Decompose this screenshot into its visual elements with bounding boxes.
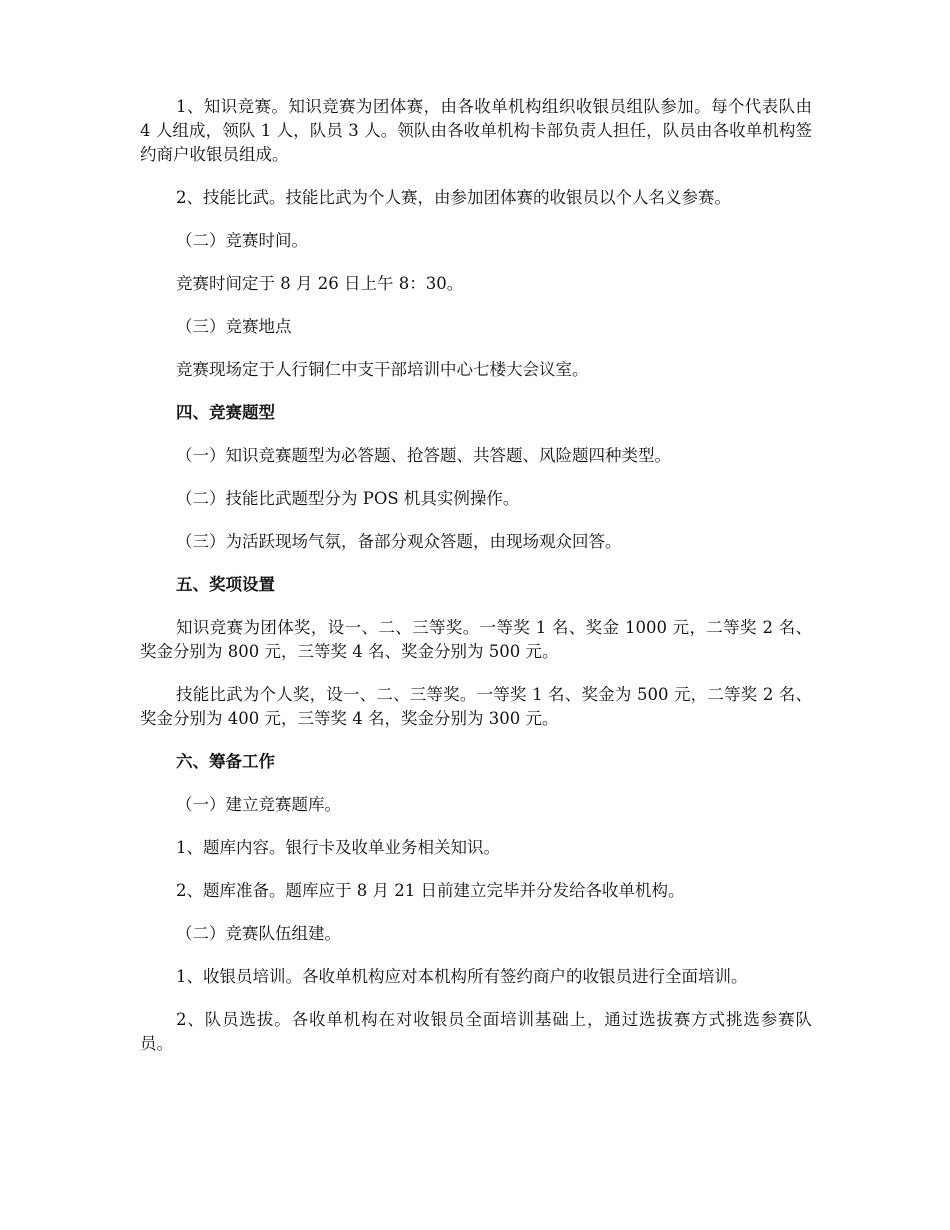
heading-question-types: 四、竞赛题型 xyxy=(176,403,275,422)
paragraph-question-type-1: （一）知识竞赛题型为必答题、抢答题、共答题、风险题四种类型。 xyxy=(176,446,671,465)
paragraph-question-type-2: （二）技能比武题型分为 POS 机具实例操作。 xyxy=(176,489,520,508)
paragraph-contest-time: 竞赛时间定于 8 月 26 日上午 8：30。 xyxy=(176,274,464,293)
paragraph-knowledge-contest: 1、知识竞赛。知识竞赛为团体赛，由各收单机构组织收银员组队参加。每个代表队由 4 人组成，领队 1 人，队员 3 人。领队由各收单机构卡部负责人担任，队员由各收单机构签约商户收银员组成。 xyxy=(140,97,812,164)
subheading-contest-time: （二）竞赛时间。 xyxy=(176,231,308,250)
paragraph-member-selection: 2、队员选拔。各收单机构在对收银员全面培训基础上，通过选拔赛方式挑选参赛队员。 xyxy=(140,1010,812,1053)
subheading-question-bank: （一）建立竞赛题库。 xyxy=(176,795,341,814)
paragraph-skill-contest: 2、技能比武。技能比武为个人赛，由参加团体赛的收银员以个人名义参赛。 xyxy=(176,188,731,207)
paragraph-award-team: 知识竞赛为团体奖，设一、二、三等奖。一等奖 1 名、奖金 1000 元，二等奖 2 名、奖金分别为 800 元，三等奖 4 名、奖金分别为 500 元。 xyxy=(140,618,812,661)
paragraph-contest-venue: 竞赛现场定于人行铜仁中支干部培训中心七楼大会议室。 xyxy=(176,360,589,379)
heading-awards: 五、奖项设置 xyxy=(176,575,275,594)
heading-preparation: 六、筹备工作 xyxy=(176,752,275,771)
paragraph-bank-content: 1、题库内容。银行卡及收单业务相关知识。 xyxy=(176,838,500,857)
paragraph-question-type-3: （三）为活跃现场气氛，备部分观众答题，由现场观众回答。 xyxy=(176,532,622,551)
subheading-contest-venue: （三）竞赛地点 xyxy=(176,317,292,336)
paragraph-bank-prep: 2、题库准备。题库应于 8 月 21 日前建立完毕并分发给各收单机构。 xyxy=(176,881,685,900)
paragraph-award-individual: 技能比武为个人奖，设一、二、三等奖。一等奖 1 名、奖金为 500 元，二等奖 2 名、奖金分别为 400 元，三等奖 4 名，奖金分别为 300 元。 xyxy=(140,685,812,728)
paragraph-cashier-training: 1、收银员培训。各收单机构应对本机构所有签约商户的收银员进行全面培训。 xyxy=(176,967,748,986)
subheading-team-building: （二）竞赛队伍组建。 xyxy=(176,924,341,943)
document-page xyxy=(140,95,812,1075)
